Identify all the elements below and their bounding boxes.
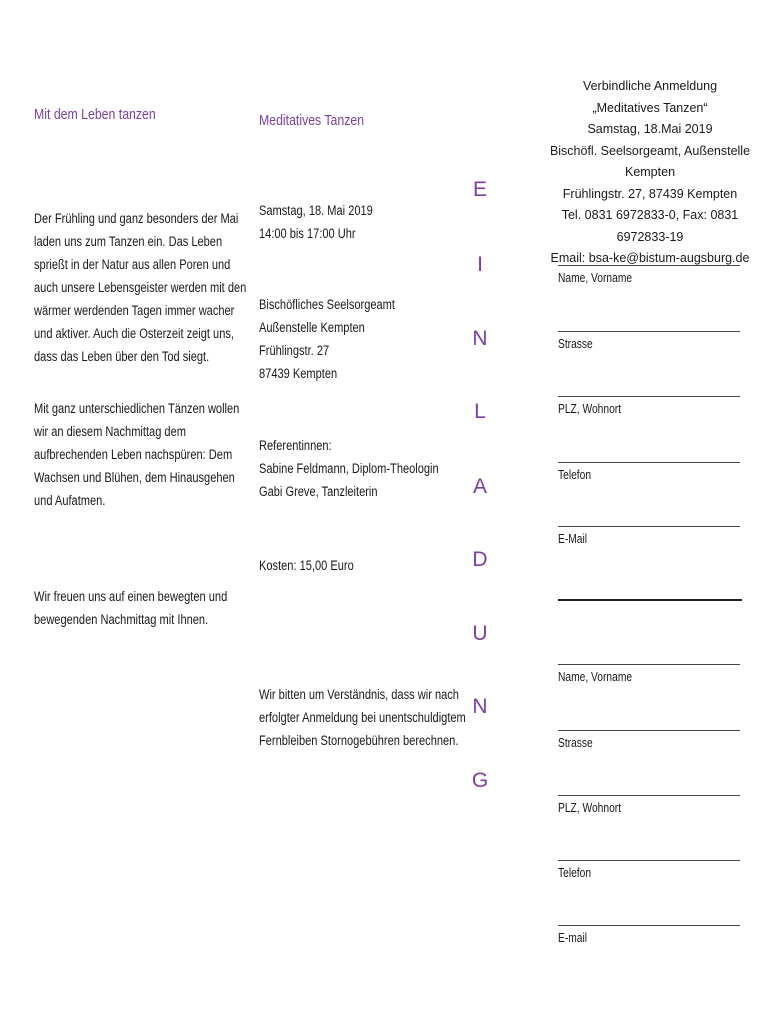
header-line: Bischöfl. Seelsorgeamt, Außenstelle Kempten	[549, 143, 751, 179]
header-line: Email: bsa-ke@bistum-augsburg.de	[550, 251, 750, 265]
text-line: aufbrechenden Leben nachspüren: Dem	[34, 447, 233, 462]
header-line: Verbindliche Anmeldung	[582, 79, 718, 93]
zip-city-field-1[interactable]: PLZ, Wohnort	[558, 396, 740, 416]
event-speakers	[259, 434, 478, 503]
vertical-title-letter: I	[477, 253, 483, 276]
vertical-title-letter: L	[474, 400, 486, 423]
text-line: Außenstelle Kempten	[259, 320, 365, 335]
text-line: Wachsen und Blühen, dem Hinausgehen	[34, 470, 235, 485]
text-line: 14:00 bis 17:00 Uhr	[259, 226, 356, 241]
text-line: wärmer werdenden Tagen immer wacher	[34, 303, 235, 318]
text-line: und aktiver. Auch die Osterzeit zeigt uns,	[34, 326, 234, 341]
text-line: Wir freuen uns auf einen bewegten und	[34, 589, 228, 604]
middle-panel-title: Meditatives Tanzen	[259, 112, 365, 129]
text-line: erfolgter Anmeldung bei unentschuldigtem	[259, 710, 466, 725]
zip-city-field-2[interactable]: PLZ, Wohnort	[558, 795, 740, 815]
header-line: Frühlingstr. 27, 87439 Kempten	[562, 186, 738, 201]
form-separator	[558, 599, 742, 601]
text-line: sprießt in der Natur aus allen Poren und	[34, 257, 231, 272]
registration-header	[545, 76, 755, 270]
text-line: laden uns zum Tanzen ein. Das Leben	[34, 234, 223, 249]
text-line: Gabi Greve, Tanzleiterin	[259, 484, 378, 499]
text-line: dass das Leben über den Tod siegt.	[34, 349, 210, 364]
text-line: wir an diesem Nachmittag dem	[34, 424, 186, 439]
text-line: Sabine Feldmann, Diplom-Theologin	[259, 461, 439, 476]
header-line: „Meditatives Tanzen“	[592, 100, 708, 115]
vertical-title-letter: U	[472, 622, 488, 645]
left-paragraph-1	[34, 207, 293, 368]
left-paragraph-3	[34, 585, 270, 631]
email-field-2[interactable]: E-mail	[558, 925, 740, 945]
left-paragraph-2	[34, 397, 284, 512]
phone-field-2[interactable]: Telefon	[558, 860, 740, 880]
text-line: auch unsere Lebensgeister werden mit den	[34, 280, 247, 295]
name-field-1[interactable]: Name, Vorname	[558, 265, 740, 285]
vertical-title-letter: A	[472, 475, 487, 498]
text-line: Referentinnen:	[259, 438, 332, 453]
vertical-title-letter: E	[472, 178, 487, 201]
text-line: Mit ganz unterschiedlichen Tänzen wollen	[34, 401, 240, 416]
vertical-title-letter: N	[472, 327, 488, 350]
text-line: Bischöfliches Seelsorgeamt	[259, 297, 395, 312]
left-panel-title: Mit dem Leben tanzen	[34, 106, 156, 123]
phone-field-1[interactable]: Telefon	[558, 462, 740, 482]
text-line: Frühlingstr. 27	[259, 343, 330, 358]
event-address	[259, 293, 425, 385]
text-line: bewegenden Nachmittag mit Ihnen.	[34, 612, 209, 627]
street-field-2[interactable]: Strasse	[558, 730, 740, 750]
event-date	[259, 199, 398, 245]
text-line: und Aufatmen.	[34, 493, 106, 508]
street-field-1[interactable]: Strasse	[558, 331, 740, 351]
email-field-1[interactable]: E-Mail	[558, 526, 740, 546]
vertical-title-letter: D	[472, 548, 488, 571]
header-line: Tel. 0831 6972833-0, Fax: 0831 6972833-19	[561, 208, 739, 244]
text-line: 87439 Kempten	[259, 366, 338, 381]
text-line: Der Frühling und ganz besonders der Mai	[34, 211, 239, 226]
text-line: Wir bitten um Verständnis, dass wir nach	[259, 687, 459, 702]
vertical-title-letter: N	[472, 695, 488, 718]
name-field-2[interactable]: Name, Vorname	[558, 664, 740, 684]
text-line: Fernbleiben Stornogebühren berechnen.	[259, 733, 459, 748]
event-cost: Kosten: 15,00 Euro	[259, 558, 354, 573]
text-line: Samstag, 18. Mai 2019	[259, 203, 373, 218]
vertical-title-letter: G	[471, 769, 489, 792]
header-line: Samstag, 18.Mai 2019	[587, 122, 713, 136]
